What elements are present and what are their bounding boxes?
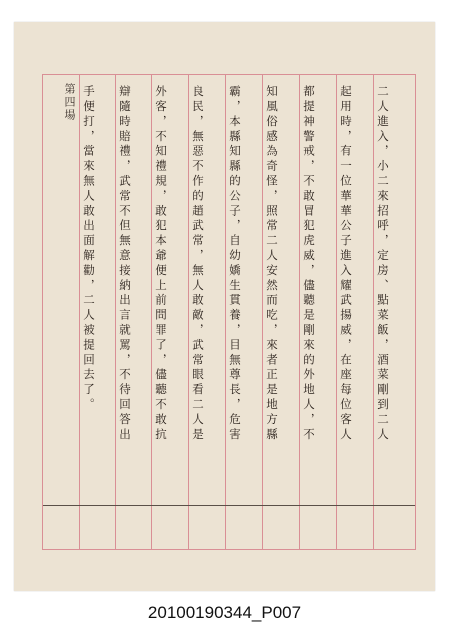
manuscript-frame [42, 74, 416, 550]
column-rule [188, 75, 189, 549]
text-column: 良民，無惡不作的趙武常，無人敢敵，武常眼看二人是 [191, 85, 205, 443]
column-rule [225, 75, 226, 549]
text-column: 辯隨時賠禮，武常不但無意接納出言就罵，不待回答出 [118, 85, 132, 443]
scene-label: 第四場 [63, 83, 76, 122]
column-rule [336, 75, 337, 549]
image-id-caption: 20100190344_P007 [147, 603, 302, 622]
text-column: 手便打，當來無人敢出面解勸，二人被提回去了。 [82, 85, 96, 413]
text-column: 起用時，有一位華華公子進入耀武揚威，在座每位客人 [339, 85, 353, 443]
column-rule [262, 75, 263, 549]
text-column: 二人進入，小二來招呼，定房、點菜飯，酒菜剛到二人 [376, 85, 390, 443]
column-rule [373, 75, 374, 549]
text-column: 知風俗感為奇怪，照常二人安然而吃，來者正是地方縣 [265, 85, 279, 443]
footer-rule [43, 505, 415, 506]
column-rule [79, 75, 80, 549]
document-page [14, 22, 435, 591]
column-rule [151, 75, 152, 549]
column-rule [115, 75, 116, 549]
text-column: 外客，不知禮規，敢犯本爺便上前問罪了，儘聽不敢抗 [154, 85, 168, 443]
column-rule [299, 75, 300, 549]
text-column: 都提神警戒，不敢冒犯虎威，儘聽是剛來的外地人，不 [302, 85, 316, 443]
text-column: 霸，本縣知縣的公子，自幼嬌生貫養，目無尊長，危害 [228, 85, 242, 443]
